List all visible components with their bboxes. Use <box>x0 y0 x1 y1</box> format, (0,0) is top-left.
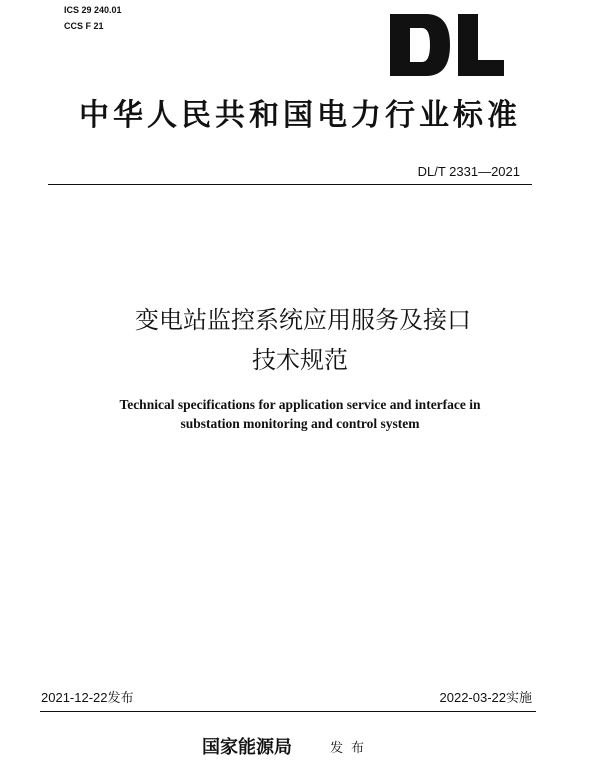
issue-label: 发布 <box>330 741 373 756</box>
top-divider <box>48 184 532 185</box>
title-cn-line1: 变电站监控系统应用服务及接口 <box>135 306 471 334</box>
bottom-divider <box>40 711 536 712</box>
standard-category-title: 中华人民共和国电力行业标准 <box>79 98 521 133</box>
standard-code: DL/T 2331—2021 <box>417 164 520 179</box>
title-en-line2: substation monitoring and control system <box>180 416 420 431</box>
issuer-name: 国家能源局 <box>202 737 292 758</box>
issue-date: 2021-12-22发布 <box>41 690 134 705</box>
dl-logo-letter-d <box>390 14 450 76</box>
dl-logo-letter-l <box>458 14 504 76</box>
dl-logo <box>386 10 508 80</box>
ics-code: ICS 29 240.01 <box>64 5 122 15</box>
title-cn-line2: 技术规范 <box>252 346 348 374</box>
ccs-code: CCS F 21 <box>64 21 104 31</box>
title-en-line1: Technical specifications for application service and interface in <box>119 397 481 412</box>
implementation-date: 2022-03-22实施 <box>439 690 532 705</box>
